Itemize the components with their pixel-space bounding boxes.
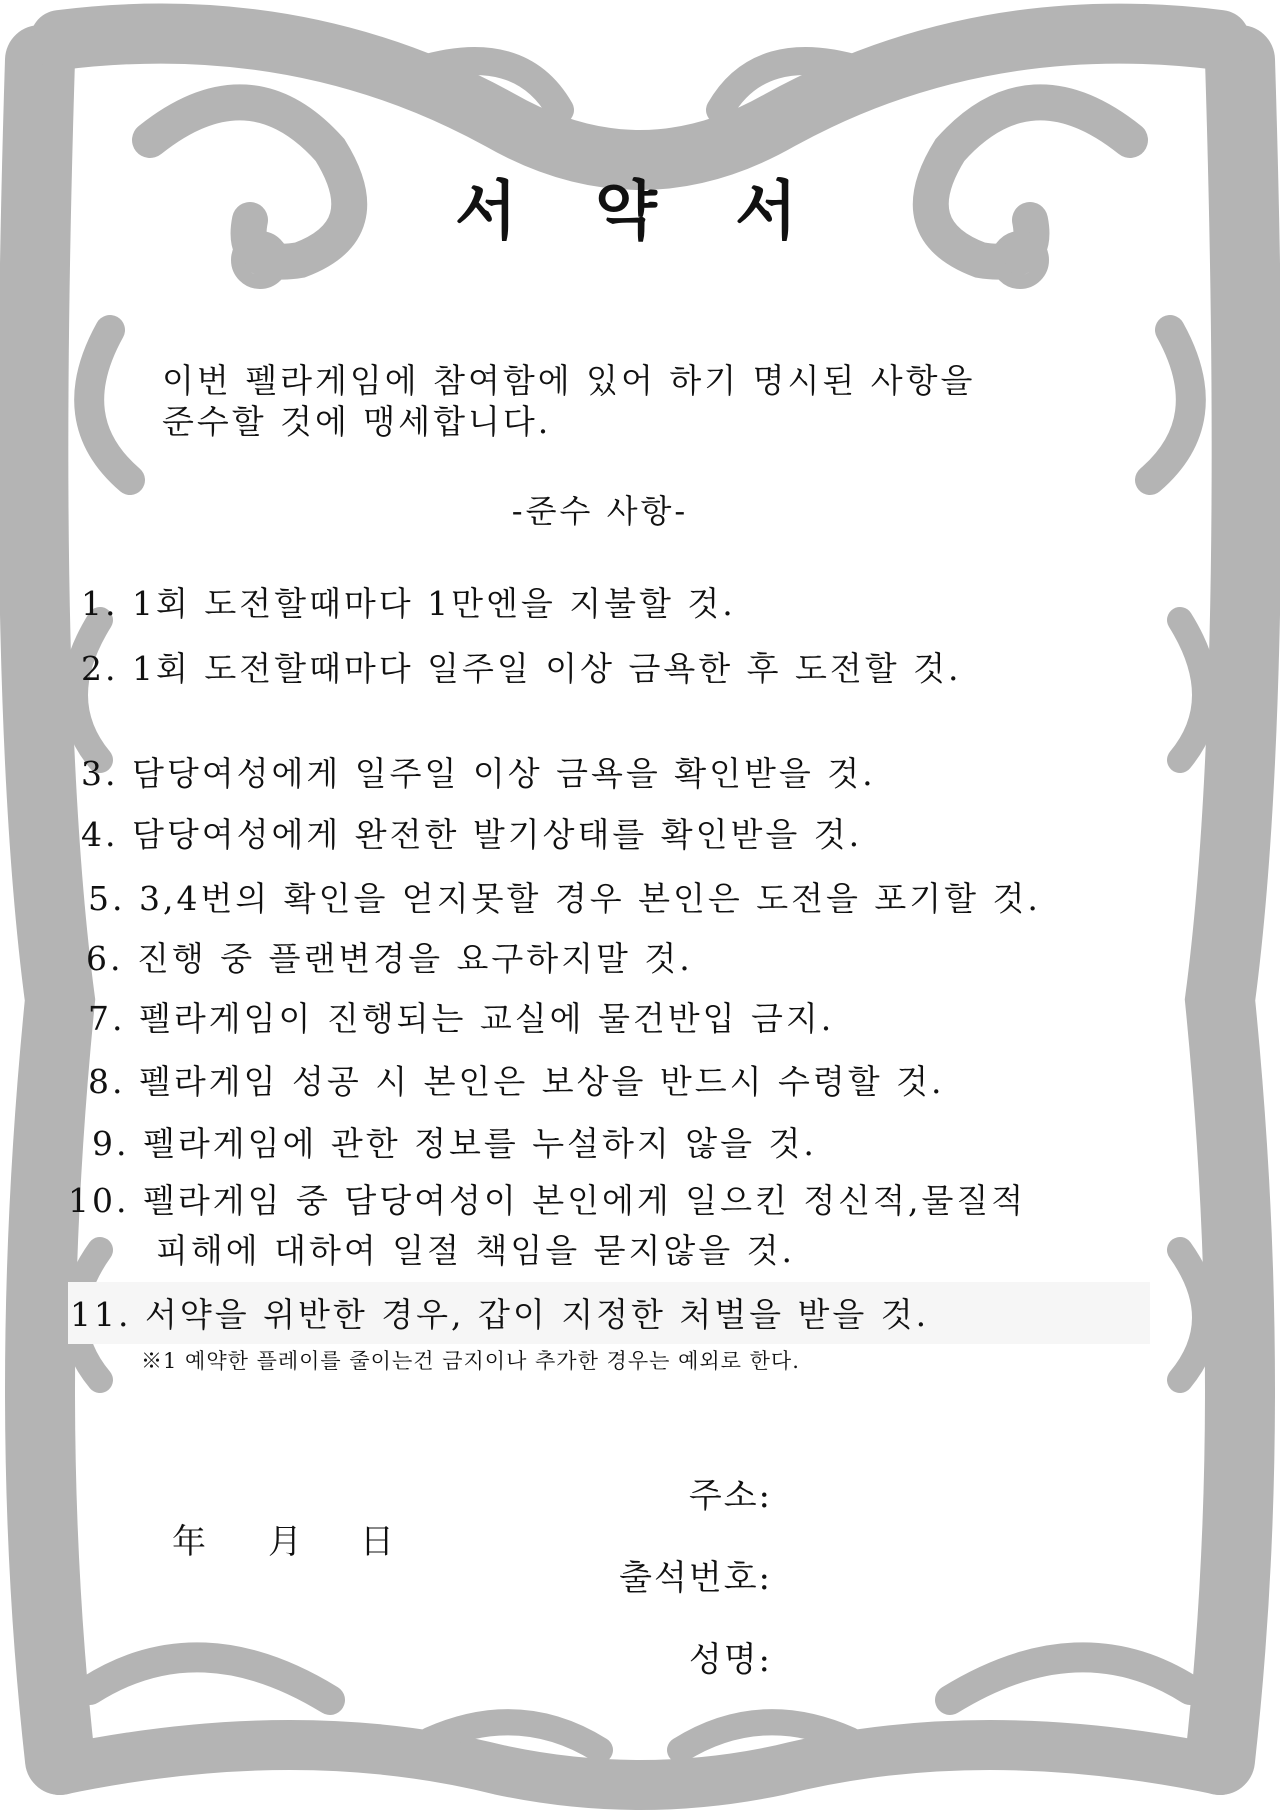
rule-7: 7. 펠라게임이 진행되는 교실에 물건반입 금지. <box>88 999 835 1038</box>
rule-3: 3. 담당여성에게 일주일 이상 금욕을 확인받을 것. <box>81 754 876 793</box>
name-label: 성명: <box>688 1640 772 1680</box>
attendance-number-label: 출석번호: <box>619 1558 772 1598</box>
rule-4: 4. 담당여성에게 완전한 발기상태를 확인받을 것. <box>81 815 863 854</box>
intro-line-2: 준수할 것에 맹세합니다. <box>162 402 552 441</box>
intro-line-1: 이번 펠라게임에 참여함에 있어 하기 명시된 사항을 <box>162 361 976 400</box>
date-year: 年 <box>172 1522 206 1562</box>
rule-5: 5. 3,4번의 확인을 얻지못할 경우 본인은 도전을 포기할 것. <box>88 879 1041 918</box>
rule-11: 11. 서약을 위반한 경우, 갑이 지정한 처벌을 받을 것. <box>70 1295 930 1334</box>
rule-10: 10. 펠라게임 중 담당여성이 본인에게 일으킨 정신적,물질적 <box>68 1181 1027 1220</box>
rule-6: 6. 진행 중 플랜변경을 요구하지말 것. <box>86 939 693 978</box>
section-heading: -준수 사항- <box>511 492 689 530</box>
date-month: 月 <box>268 1522 302 1562</box>
rule-10-continued: 피해에 대하여 일절 책임을 묻지않을 것. <box>156 1231 795 1270</box>
footnote: ※1 예약한 플레이를 줄이는건 금지이나 추가한 경우는 예외로 한다. <box>141 1349 800 1373</box>
rule-8: 8. 펠라게임 성공 시 본인은 보상을 반드시 수령할 것. <box>88 1062 945 1101</box>
rule-9: 9. 펠라게임에 관한 정보를 누설하지 않을 것. <box>92 1124 817 1163</box>
address-label: 주소: <box>688 1476 772 1516</box>
page-title: 서 약 서 <box>454 174 826 249</box>
rule-1: 1. 1회 도전할때마다 1만엔을 지불할 것. <box>81 584 736 623</box>
rule-2: 2. 1회 도전할때마다 일주일 이상 금욕한 후 도전할 것. <box>81 649 962 688</box>
date-day: 日 <box>360 1522 394 1562</box>
